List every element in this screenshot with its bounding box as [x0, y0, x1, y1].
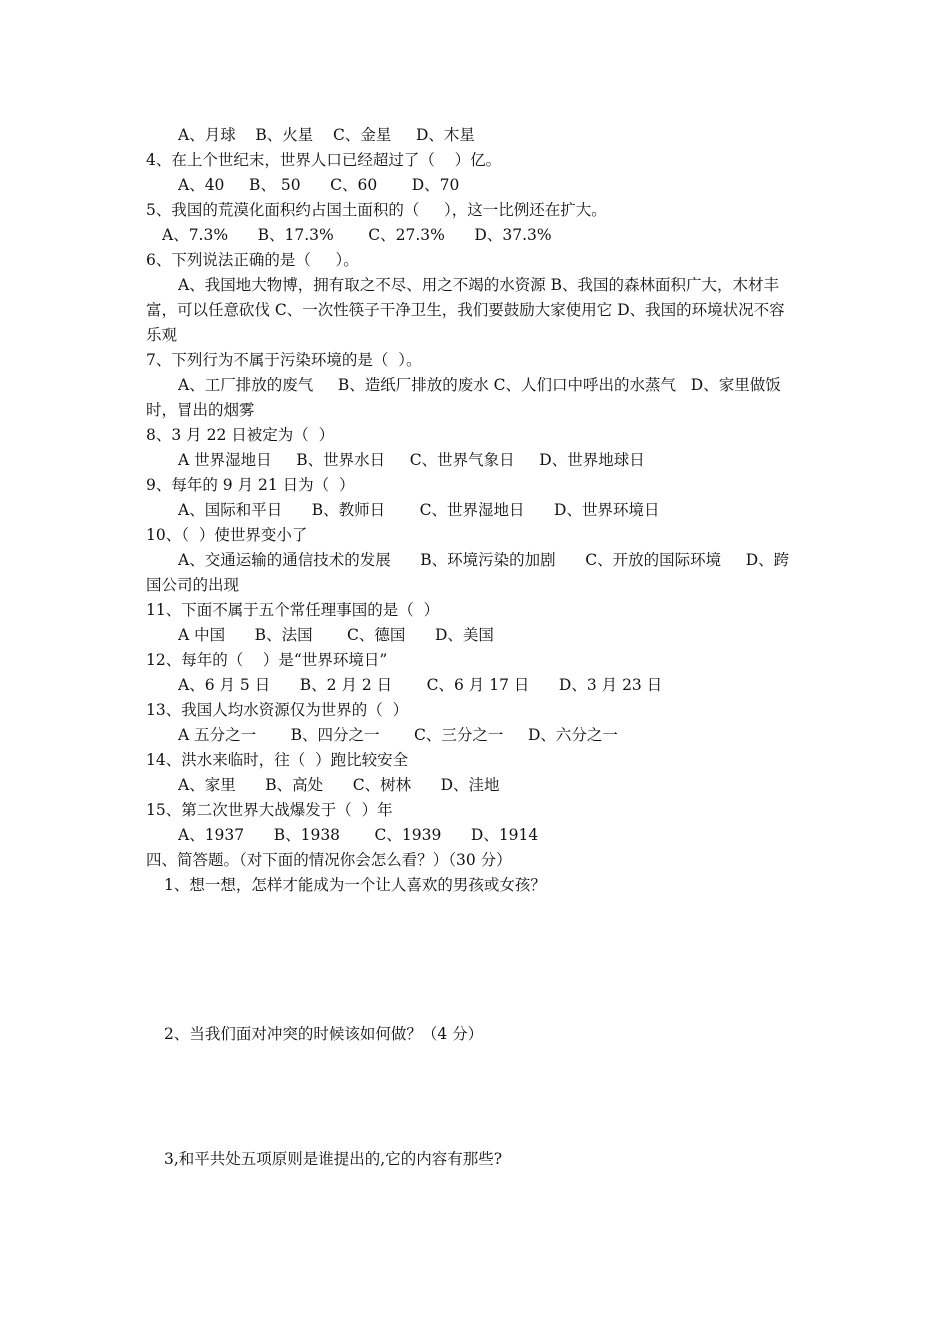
q9-question: 9、每年的 9 月 21 日为（ ） — [146, 476, 355, 494]
q3-options: A、月球 B、火星 C、金星 D、木星 — [178, 126, 475, 144]
q4-question: 4、在上个世纪末，世界人口已经超过了（ ）亿。 — [146, 151, 502, 169]
q5-options: A、7.3% B、17.3% C、27.3% D、37.3% — [162, 226, 552, 244]
short-answer-q2: 2、当我们面对冲突的时候该如何做？（4 分） — [164, 1025, 484, 1043]
q8-question: 8、3 月 22 日被定为（ ） — [146, 426, 335, 444]
q13-options: A 五分之一 B、四分之一 C、三分之一 D、六分之一 — [178, 726, 618, 744]
q5-question: 5、我国的荒漠化面积约占国土面积的（ ），这一比例还在扩大。 — [146, 201, 607, 219]
q6-options-line1: A、我国地大物博，拥有取之不尽、用之不竭的水资源 B、我国的森林面积广大，木材丰 — [178, 276, 780, 294]
q10-options-line2: 国公司的出现 — [146, 576, 240, 594]
section-4-heading: 四、简答题。（对下面的情况你会怎么看？）（30 分） — [146, 851, 512, 869]
q7-question: 7、下列行为不属于污染环境的是（ ）。 — [146, 351, 422, 369]
q12-question: 12、每年的（ ）是“世界环境日” — [146, 651, 388, 669]
q7-options-line1: A、工厂排放的废气 B、造纸厂排放的废水 C、人们口中呼出的水蒸气 D、家里做饭 — [178, 376, 781, 394]
short-answer-q1: 1、想一想，怎样才能成为一个让人喜欢的男孩或女孩？ — [164, 876, 546, 894]
q12-options: A、6 月 5 日 B、2 月 2 日 C、6 月 17 日 D、3 月 23 日 — [178, 676, 663, 694]
q10-question: 10、（ ）使世界变小了 — [146, 526, 308, 544]
q7-options-line2: 时，冒出的烟雾 — [146, 401, 255, 419]
q9-options: A、国际和平日 B、教师日 C、世界湿地日 D、世界环境日 — [178, 501, 660, 519]
q6-options-line2: 富，可以任意砍伐 C、一次性筷子干净卫生，我们要鼓励大家使用它 D、我国的环境状况不容 — [146, 301, 785, 319]
q13-question: 13、我国人均水资源仅为世界的（ ） — [146, 701, 409, 719]
q14-question: 14、洪水来临时，往（ ）跑比较安全 — [146, 751, 409, 769]
q11-question: 11、下面不属于五个常任理事国的是（ ） — [146, 601, 440, 619]
q10-options-line1: A、交通运输的通信技术的发展 B、环境污染的加剧 C、开放的国际环境 D、跨 — [178, 551, 790, 569]
short-answer-q3: 3,和平共处五项原则是谁提出的,它的内容有那些? — [164, 1150, 503, 1168]
q6-question: 6、下列说法正确的是（ ）。 — [146, 251, 359, 269]
q15-options: A、1937 B、1938 C、1939 D、1914 — [178, 826, 539, 844]
q4-options: A、40 B、 50 C、60 D、70 — [178, 176, 460, 194]
q8-options: A 世界湿地日 B、世界水日 C、世界气象日 D、世界地球日 — [178, 451, 645, 469]
q6-options-line3: 乐观 — [146, 326, 178, 344]
q15-question: 15、第二次世界大战爆发于（ ）年 — [146, 801, 393, 819]
q11-options: A 中国 B、法国 C、德国 D、美国 — [178, 626, 494, 644]
q14-options: A、家里 B、高处 C、树林 D、洼地 — [178, 776, 500, 794]
